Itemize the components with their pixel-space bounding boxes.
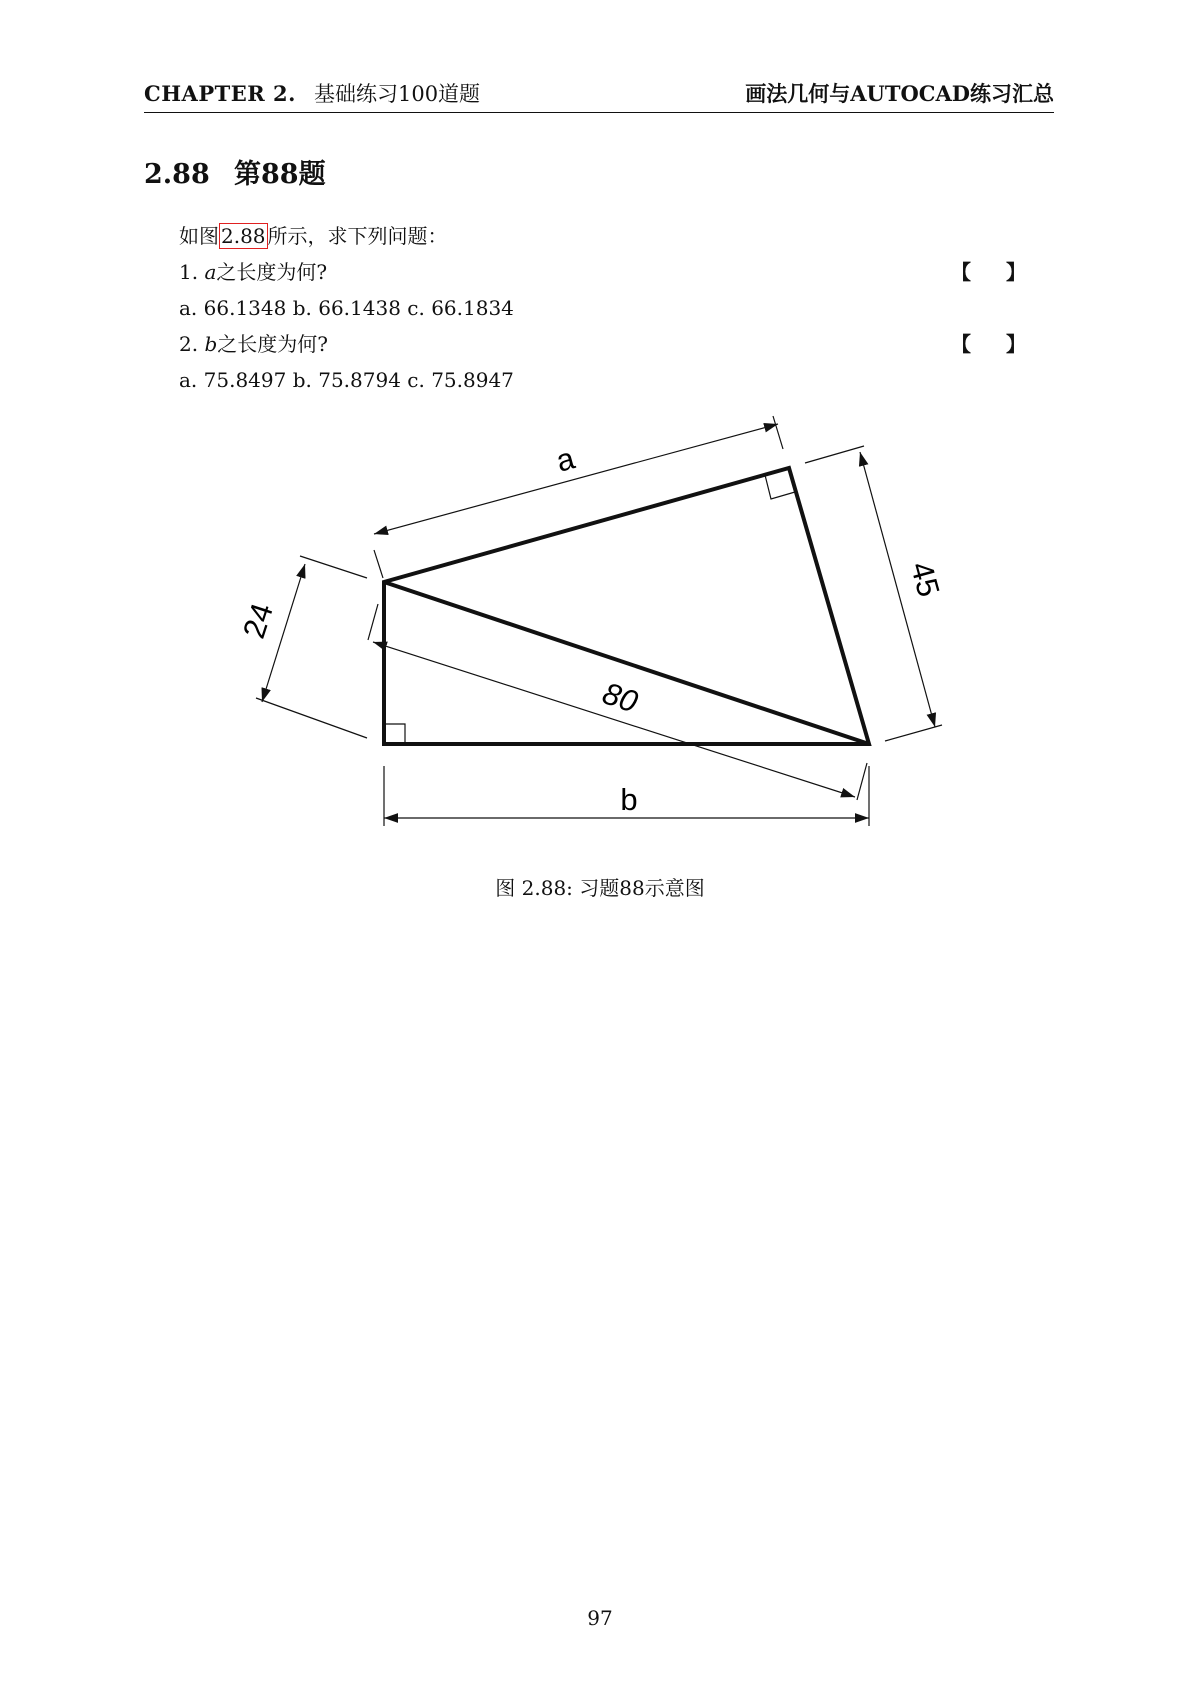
question-text: 之长度为何? bbox=[217, 332, 328, 356]
extension-line bbox=[300, 556, 367, 578]
answer-bracket: 【 】 bbox=[951, 332, 1040, 356]
diagonal-80 bbox=[384, 582, 869, 744]
figure-caption: 图 2.88: 习题88示意图 bbox=[495, 876, 705, 900]
label-a: a bbox=[552, 440, 579, 479]
intro-suffix: 所示，求下列问题： bbox=[267, 224, 448, 248]
running-header bbox=[144, 78, 1054, 113]
intro-prefix: 如图 bbox=[179, 224, 219, 248]
question-2 bbox=[179, 326, 1054, 362]
label-24: 24 bbox=[236, 598, 280, 643]
chapter-title: 基础练习100道题 bbox=[313, 82, 481, 106]
problem-body bbox=[179, 218, 1054, 398]
question-number: 1. bbox=[179, 260, 199, 284]
page-number: 97 bbox=[587, 1606, 613, 1630]
chapter-label bbox=[144, 78, 480, 108]
extension-line bbox=[805, 446, 864, 463]
extension-line bbox=[368, 604, 378, 640]
book-title: 画法几何与AUTOCAD练习汇总 bbox=[745, 81, 1054, 106]
geometry-figure bbox=[0, 400, 1200, 860]
question-text: 之长度为何? bbox=[216, 260, 328, 284]
dimension-line-80 bbox=[373, 642, 855, 797]
dimension-a bbox=[374, 416, 783, 578]
section-number: 2.88 bbox=[144, 159, 210, 190]
answer-bracket: 【 】 bbox=[951, 260, 1040, 284]
question-variable: b bbox=[204, 332, 218, 356]
chapter-number: CHAPTER 2. bbox=[144, 81, 296, 106]
intro-line bbox=[179, 218, 1054, 254]
section-title: 第88题 bbox=[234, 159, 326, 190]
dimension-line-a bbox=[374, 424, 778, 534]
extension-line bbox=[256, 698, 367, 738]
question-1-options: a. 66.1348 b. 66.1438 c. 66.1834 bbox=[179, 296, 514, 320]
right-angle-mark-bottom bbox=[384, 724, 405, 744]
dimension-24 bbox=[256, 556, 367, 738]
question-2-options: a. 75.8497 b. 75.8794 c. 75.8947 bbox=[179, 368, 514, 392]
extension-line bbox=[773, 416, 783, 449]
label-b: b bbox=[620, 782, 638, 817]
label-80: 80 bbox=[598, 675, 643, 720]
label-45: 45 bbox=[903, 557, 947, 601]
section-heading bbox=[144, 152, 326, 191]
question-variable: a bbox=[204, 260, 217, 284]
question-number: 2. bbox=[179, 332, 199, 356]
extension-line bbox=[885, 725, 942, 741]
figure-reference-link[interactable]: 2.88 bbox=[221, 224, 266, 248]
question-1 bbox=[179, 254, 1054, 290]
extension-line bbox=[374, 550, 383, 578]
extension-line bbox=[857, 763, 867, 800]
